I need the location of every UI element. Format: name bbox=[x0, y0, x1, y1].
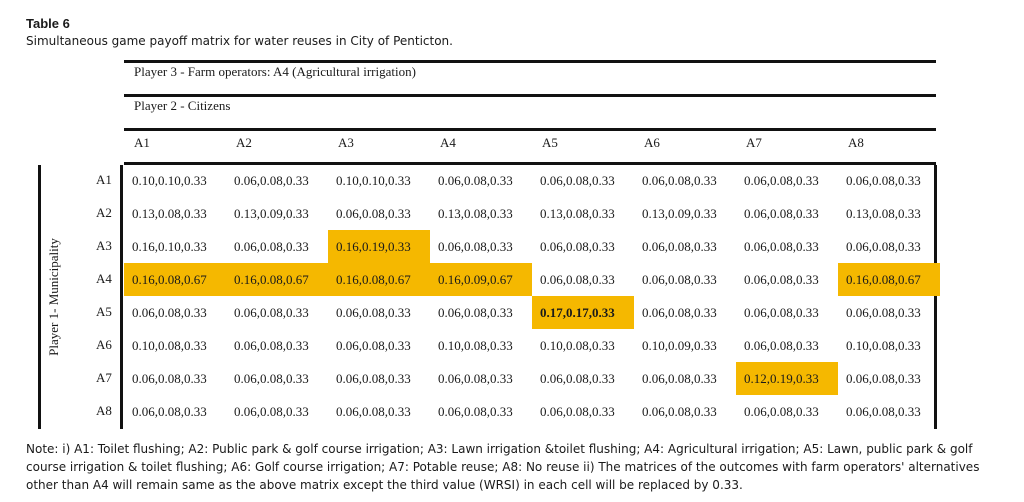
payoff-cell-a6-a3: 0.06,0.08,0.33 bbox=[336, 338, 411, 353]
payoff-cell-a4-a3: 0.16,0.08,0.67 bbox=[328, 263, 430, 296]
payoff-cell-a7-a1: 0.06,0.08,0.33 bbox=[132, 371, 207, 386]
player2-header: Player 2 - Citizens bbox=[134, 98, 231, 113]
payoff-cell-a6-a2: 0.06,0.08,0.33 bbox=[234, 338, 309, 353]
column-header-a1: A1 bbox=[134, 135, 150, 150]
row-header-a4: A4 bbox=[96, 271, 112, 286]
column-header-a4: A4 bbox=[440, 135, 456, 150]
column-header-a5: A5 bbox=[542, 135, 558, 150]
payoff-cell-a6-a4: 0.10,0.08,0.33 bbox=[438, 338, 513, 353]
payoff-cell-a6-a5: 0.10,0.08,0.33 bbox=[540, 338, 615, 353]
payoff-cell-a8-a6: 0.06,0.08,0.33 bbox=[642, 404, 717, 419]
payoff-cell-a6-a1: 0.10,0.08,0.33 bbox=[132, 338, 207, 353]
payoff-cell-a5-a4: 0.06,0.08,0.33 bbox=[438, 305, 513, 320]
payoff-cell-a7-a3: 0.06,0.08,0.33 bbox=[336, 371, 411, 386]
payoff-cell-a7-a5: 0.06,0.08,0.33 bbox=[540, 371, 615, 386]
payoff-cell-a8-a8: 0.06,0.08,0.33 bbox=[846, 404, 921, 419]
payoff-cell-a5-a2: 0.06,0.08,0.33 bbox=[234, 305, 309, 320]
column-header-a8: A8 bbox=[848, 135, 864, 150]
payoff-cell-a7-a2: 0.06,0.08,0.33 bbox=[234, 371, 309, 386]
payoff-cell-a3-a5: 0.06,0.08,0.33 bbox=[540, 239, 615, 254]
table-caption: Simultaneous game payoff matrix for water reuses in City of Penticton. bbox=[26, 34, 453, 48]
table-note: Note: i) A1: Toilet flushing; A2: Public park & golf course irrigation; A3: Lawn irrigation &toilet flushing; A4: Agricultural irrigation; A5: Lawn, public park & golf course irrigation & toilet flushing; A6: Golf course irrigation; A7: Potable reuse; A8: No reuse ii) The matrices of the outcomes with farm operators' alternatives other than A4 will remain same as the above matrix except the third value (WRSI) in each cell will be replaced by 0.33. bbox=[26, 442, 980, 492]
payoff-cell-a2-a2: 0.13,0.09,0.33 bbox=[234, 206, 309, 221]
row-header-a3: A3 bbox=[96, 238, 112, 253]
payoff-cell-a4-a2: 0.16,0.08,0.67 bbox=[226, 263, 328, 296]
column-header-a7: A7 bbox=[746, 135, 762, 150]
row-header-a1: A1 bbox=[96, 172, 112, 187]
payoff-cell-a3-a7: 0.06,0.08,0.33 bbox=[744, 239, 819, 254]
player1-bar bbox=[38, 165, 41, 429]
payoff-cell-a4-a4: 0.16,0.09,0.67 bbox=[430, 263, 532, 296]
payoff-cell-a1-a3: 0.10,0.10,0.33 bbox=[336, 173, 411, 188]
payoff-cell-a3-a4: 0.06,0.08,0.33 bbox=[438, 239, 513, 254]
payoff-cell-a2-a1: 0.13,0.08,0.33 bbox=[132, 206, 207, 221]
payoff-cell-a6-a8: 0.10,0.08,0.33 bbox=[846, 338, 921, 353]
payoff-cell-a7-a7: 0.12,0.19,0.33 bbox=[736, 362, 838, 395]
player3-rule bbox=[124, 94, 936, 97]
payoff-cell-a4-a7: 0.06,0.08,0.33 bbox=[744, 272, 819, 287]
payoff-cell-a5-a3: 0.06,0.08,0.33 bbox=[336, 305, 411, 320]
payoff-cell-a4-a8: 0.16,0.08,0.67 bbox=[838, 263, 940, 296]
row-header-a7: A7 bbox=[96, 370, 112, 385]
payoff-cell-a8-a5: 0.06,0.08,0.33 bbox=[540, 404, 615, 419]
payoff-cell-a1-a6: 0.06,0.08,0.33 bbox=[642, 173, 717, 188]
payoff-cell-a8-a2: 0.06,0.08,0.33 bbox=[234, 404, 309, 419]
column-header-a2: A2 bbox=[236, 135, 252, 150]
payoff-cell-a6-a7: 0.06,0.08,0.33 bbox=[744, 338, 819, 353]
payoff-cell-a3-a6: 0.06,0.08,0.33 bbox=[642, 239, 717, 254]
payoff-cell-a4-a6: 0.06,0.08,0.33 bbox=[642, 272, 717, 287]
row-header-a5: A5 bbox=[96, 304, 112, 319]
row-header-a6: A6 bbox=[96, 337, 112, 352]
row-header-a2: A2 bbox=[96, 205, 112, 220]
payoff-cell-a1-a8: 0.06,0.08,0.33 bbox=[846, 173, 921, 188]
payoff-cell-a3-a3: 0.16,0.19,0.33 bbox=[328, 230, 430, 263]
payoff-cell-a2-a6: 0.13,0.09,0.33 bbox=[642, 206, 717, 221]
payoff-cell-a3-a8: 0.06,0.08,0.33 bbox=[846, 239, 921, 254]
payoff-cell-a5-a6: 0.06,0.08,0.33 bbox=[642, 305, 717, 320]
column-header-a6: A6 bbox=[644, 135, 660, 150]
payoff-cell-a1-a2: 0.06,0.08,0.33 bbox=[234, 173, 309, 188]
payoff-cell-a1-a5: 0.06,0.08,0.33 bbox=[540, 173, 615, 188]
payoff-cell-a5-a5: 0.17,0.17,0.33 bbox=[532, 296, 634, 329]
payoff-cell-a1-a1: 0.10,0.10,0.33 bbox=[132, 173, 207, 188]
player2-rule bbox=[124, 128, 936, 131]
row-header-a8: A8 bbox=[96, 403, 112, 418]
payoff-cell-a5-a8: 0.06,0.08,0.33 bbox=[846, 305, 921, 320]
payoff-cell-a1-a7: 0.06,0.08,0.33 bbox=[744, 173, 819, 188]
payoff-cell-a4-a1: 0.16,0.08,0.67 bbox=[124, 263, 226, 296]
top-rule bbox=[124, 60, 936, 63]
payoff-cell-a2-a8: 0.13,0.08,0.33 bbox=[846, 206, 921, 221]
payoff-cell-a4-a5: 0.06,0.08,0.33 bbox=[540, 272, 615, 287]
table-label: Table 6 bbox=[26, 16, 70, 31]
payoff-cell-a5-a7: 0.06,0.08,0.33 bbox=[744, 305, 819, 320]
payoff-cell-a7-a8: 0.06,0.08,0.33 bbox=[846, 371, 921, 386]
payoff-cell-a3-a1: 0.16,0.10,0.33 bbox=[132, 239, 207, 254]
column-header-a3: A3 bbox=[338, 135, 354, 150]
player1-label: Player 1- Municipality bbox=[46, 238, 61, 356]
row-header-divider bbox=[120, 165, 123, 429]
payoff-cell-a7-a6: 0.06,0.08,0.33 bbox=[642, 371, 717, 386]
payoff-cell-a8-a4: 0.06,0.08,0.33 bbox=[438, 404, 513, 419]
payoff-cell-a2-a3: 0.06,0.08,0.33 bbox=[336, 206, 411, 221]
payoff-cell-a8-a7: 0.06,0.08,0.33 bbox=[744, 404, 819, 419]
payoff-cell-a2-a7: 0.06,0.08,0.33 bbox=[744, 206, 819, 221]
payoff-cell-a2-a4: 0.13,0.08,0.33 bbox=[438, 206, 513, 221]
payoff-cell-a7-a4: 0.06,0.08,0.33 bbox=[438, 371, 513, 386]
payoff-cell-a8-a3: 0.06,0.08,0.33 bbox=[336, 404, 411, 419]
payoff-cell-a5-a1: 0.06,0.08,0.33 bbox=[132, 305, 207, 320]
player3-header: Player 3 - Farm operators: A4 (Agricultural irrigation) bbox=[134, 64, 416, 79]
payoff-cell-a6-a6: 0.10,0.09,0.33 bbox=[642, 338, 717, 353]
payoff-cell-a3-a2: 0.06,0.08,0.33 bbox=[234, 239, 309, 254]
payoff-cell-a1-a4: 0.06,0.08,0.33 bbox=[438, 173, 513, 188]
payoff-cell-a2-a5: 0.13,0.08,0.33 bbox=[540, 206, 615, 221]
payoff-cell-a8-a1: 0.06,0.08,0.33 bbox=[132, 404, 207, 419]
